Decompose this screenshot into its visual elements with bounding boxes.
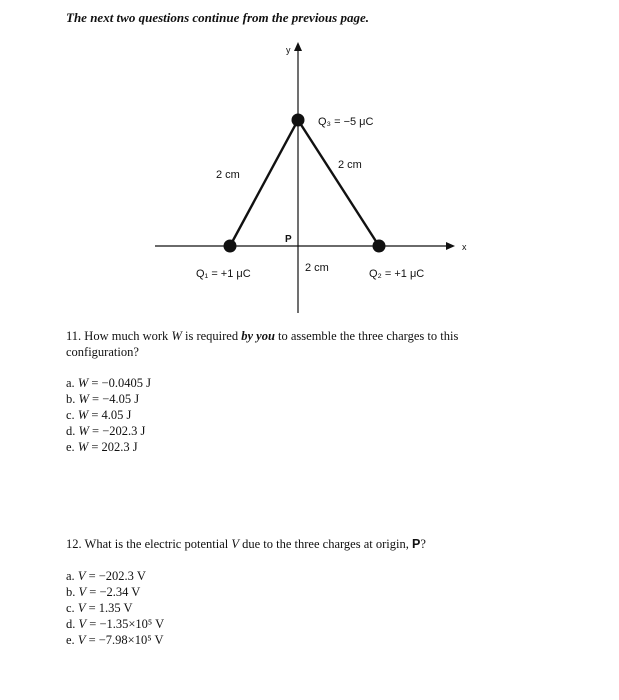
page-header: The next two questions continue from the previous page. (66, 10, 369, 25)
option-variable: V (78, 585, 87, 599)
question-12 (66, 536, 426, 552)
option-letter: a. (66, 569, 75, 583)
option-variable: W (78, 392, 89, 406)
option-value: = −7.98×10⁵ V (88, 633, 164, 647)
question-11-number: 11. (66, 329, 82, 343)
question-11-option-d[interactable] (66, 423, 151, 439)
triangle-left-side (230, 120, 298, 246)
option-variable: W (78, 424, 89, 438)
question-12-point: P (411, 537, 421, 551)
question-12-option-b[interactable] (66, 584, 164, 600)
question-11-option-e[interactable] (66, 439, 151, 455)
question-12-option-d[interactable] (66, 616, 164, 632)
option-value: = −202.3 V (88, 569, 146, 583)
option-variable: V (77, 569, 86, 583)
option-value: = −4.05 J (92, 392, 140, 406)
question-12-text-before: What is the electric potential (84, 537, 229, 551)
question-11-variable: W (171, 329, 182, 343)
charge-q3 (292, 114, 305, 127)
q1-label: Q₁ = +1 μC (196, 268, 251, 280)
question-11-emphasis: by you (241, 329, 275, 343)
base-length-label: 2 cm (305, 262, 329, 274)
option-value: = −1.35×10⁵ V (89, 617, 165, 631)
question-11-options (66, 375, 151, 455)
q3-label: Q₃ = −5 μC (318, 116, 374, 128)
option-letter: c. (66, 408, 75, 422)
option-value: = 1.35 V (88, 601, 133, 615)
question-11-option-a[interactable] (66, 375, 151, 391)
point-p-label: P (285, 234, 292, 245)
right-side-length-label: 2 cm (338, 159, 362, 171)
option-letter: b. (66, 585, 76, 599)
option-variable: V (77, 601, 86, 615)
question-11-text-after: to assemble the three charges to this configuration? (66, 329, 459, 359)
charge-q1 (224, 240, 237, 253)
option-variable: W (77, 408, 89, 422)
option-letter: a. (66, 376, 75, 390)
option-letter: d. (66, 424, 76, 438)
triangle-right-side (298, 120, 379, 246)
question-11 (66, 328, 516, 360)
option-variable: V (77, 633, 86, 647)
question-11-text-mid: is required (184, 329, 239, 343)
option-letter: b. (66, 392, 76, 406)
question-12-option-e[interactable] (66, 632, 164, 648)
option-variable: W (77, 440, 89, 454)
option-letter: d. (66, 617, 76, 631)
left-side-length-label: 2 cm (216, 169, 240, 181)
y-axis-label: y (286, 45, 291, 55)
option-variable: W (77, 376, 89, 390)
question-12-option-c[interactable] (66, 600, 164, 616)
question-12-variable: V (231, 537, 239, 551)
question-12-options (66, 568, 164, 648)
y-axis-arrow-icon (294, 42, 302, 51)
question-11-text-before: How much work (84, 329, 169, 343)
option-variable: V (78, 617, 87, 631)
question-12-text-mid: due to the three charges at origin, (242, 537, 409, 551)
q2-label: Q₂ = +1 μC (369, 268, 425, 280)
option-value: = 4.05 J (91, 408, 132, 422)
option-value: = −2.34 V (89, 585, 141, 599)
question-12-option-a[interactable] (66, 568, 164, 584)
x-axis-label: x (462, 242, 467, 252)
question-12-number: 12. (66, 537, 82, 551)
charge-q2 (373, 240, 386, 253)
x-axis-arrow-icon (446, 242, 455, 250)
option-value: = 202.3 J (91, 440, 138, 454)
option-letter: e. (66, 633, 75, 647)
option-letter: c. (66, 601, 75, 615)
option-letter: e. (66, 440, 75, 454)
question-12-text-after: ? (420, 537, 426, 551)
charge-diagram (0, 0, 619, 320)
question-11-option-c[interactable] (66, 407, 151, 423)
question-11-option-b[interactable] (66, 391, 151, 407)
option-value: = −0.0405 J (91, 376, 151, 390)
option-value: = −202.3 J (92, 424, 146, 438)
